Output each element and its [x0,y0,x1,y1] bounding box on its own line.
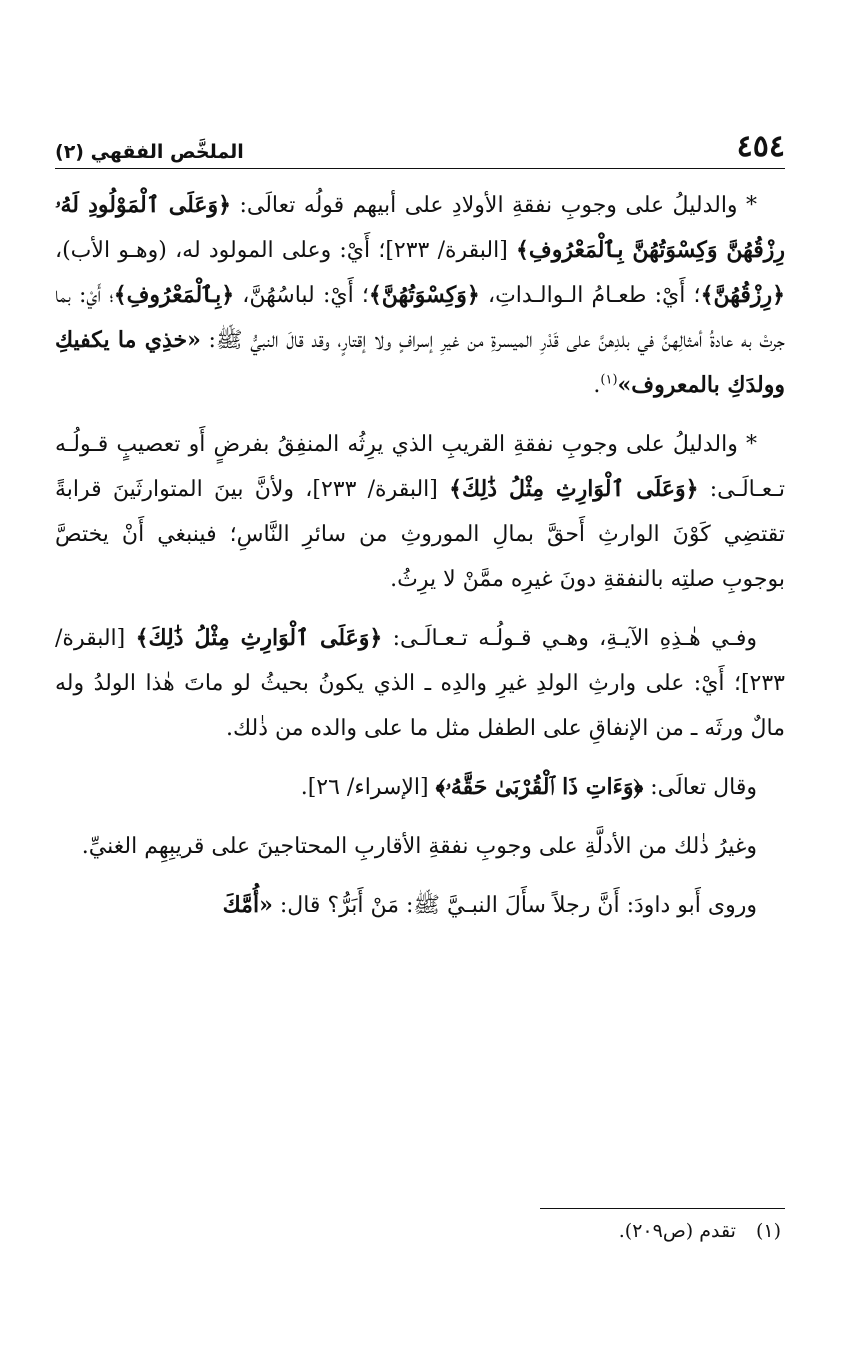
body-text [55,183,785,928]
book-page [55,120,785,942]
paragraph-relative-support [55,422,785,602]
text-segment: * والدليلُ على وجوبِ نفقةِ القريبِ الذي يرِثُه المنفِقُ بفرضٍ أَو تعصيبٍ قـولُـه تـعـالَـى: [55,432,785,502]
text-segment: وغيرُ ذٰلك من الأدلَّةِ على وجوبِ نفقةِ الأقاربِ المحتاجينَ على قريبِهِم الغنيِّ. [81,834,757,859]
quran-verse: ﴿وَكِسْوَتُهُنَّ﴾ [368,282,480,308]
footnote-text: تقدم (ص٢٠٩). [618,1220,736,1242]
quran-verse: ﴿وَءَاتِ ذَا ٱلْقُرْبَىٰ حَقَّهُۥ﴾ [435,774,644,800]
text-segment: وقال تعالَى: [643,775,757,800]
hadith-text: «أُمَّكَ [222,892,273,918]
paragraph-verse-explanation [55,616,785,751]
text-segment: ؛ أَيْ: طعـامُ الـوالـداتِ، [479,283,701,308]
quran-verse: ﴿وَعَلَى ٱلْمَوْلُودِ لَهُۥ رِزْقُهُنَّ وَكِسْوَتُهُنَّ بِٱلْمَعْرُوفِ﴾ [55,192,786,263]
text-segment: [البقرة/ ٢٣٣]؛ أَيْ: على وارثِ الولدِ غيرِ والدِه ـ الذي يكونُ بحيثُ لو ماتَ هٰذا الولدُ وله مالٌ ورثَه ـ من الإنفاقِ على الطفل مثل ما على والده من ذٰلك. [55,626,785,741]
text-segment: . [593,373,601,398]
text-segment: [البقرة/ ٢٣٣]؛ أَيْ: وعلى المولود له، (وهـو الأب)، [55,238,517,263]
paragraph-other-evidence [55,824,785,869]
text-segment: [الإسراء/ ٢٦]. [300,775,436,800]
quran-verse: ﴿رِزْقُهُنَّ﴾ [700,282,785,308]
quran-verse: ﴿بِٱلْمَعْرُوفِ﴾ [113,282,235,308]
paragraph-isra-verse [55,765,785,810]
quran-verse: ﴿وَعَلَى ٱلْوَارِثِ مِثْلُ ذَٰلِكَ﴾ [135,625,383,651]
footnote [619,1222,781,1241]
footnote-number: (١) [755,1220,781,1242]
text-segment: ؛ أَيْ: بما جرتْ به عادةُ أمثالِهنَّ في بلدِهنَّ على قَدْرِ الميسرةِ من غيرِ إسرافٍ ولا إقتارٍ، وقد قالَ النبيُّ ﷺ: [55,283,785,353]
footnote-ref: (١) [600,372,618,388]
text-segment: [البقرة/ ٢٣٣]، ولأنَّ بينَ المتوارثَينَ قرابةً تقتضِي كَوْنَ الوارثِ أَحقَّ بمالِ الموروثِ من سائرِ النَّاسِ؛ فينبغي أَنْ يختصَّ بوجوبِ صلتِه بالنفقةِ دونَ غيرِه ممَّنْ لا يرِثُ. [55,477,785,592]
running-title: الملخَّص الفقهي (٢) [55,141,244,163]
paragraph-children-support [55,183,785,408]
footnote-divider [540,1208,785,1209]
text-segment: * والدليلُ على وجوبِ نفقةِ الأولادِ على أبيهم قولُه تعالَى: [231,193,757,218]
page-header [55,120,785,169]
text-segment: وروى أَبو داودَ: أَنَّ رجلاً سأَلَ النبـيَّ ﷺ: مَنْ أَبَرُّ؟ قال: [272,893,757,918]
page-number: ٤٥٤ [736,129,785,164]
text-segment: وفـي هٰـذِهِ الآيـةِ، وهـي قـولُـه تـعـالَـى: [382,626,757,651]
hadith-text: «خذِي ما يكفيكِ وولدَكِ بالمعروف» [55,327,785,398]
paragraph-abu-dawud [55,883,785,928]
text-segment: ؛ أَيْ: لباسُهُنَّ، [234,283,369,308]
quran-verse: ﴿وَعَلَى ٱلْوَارِثِ مِثْلُ ذَٰلِكَ﴾ [449,476,699,502]
